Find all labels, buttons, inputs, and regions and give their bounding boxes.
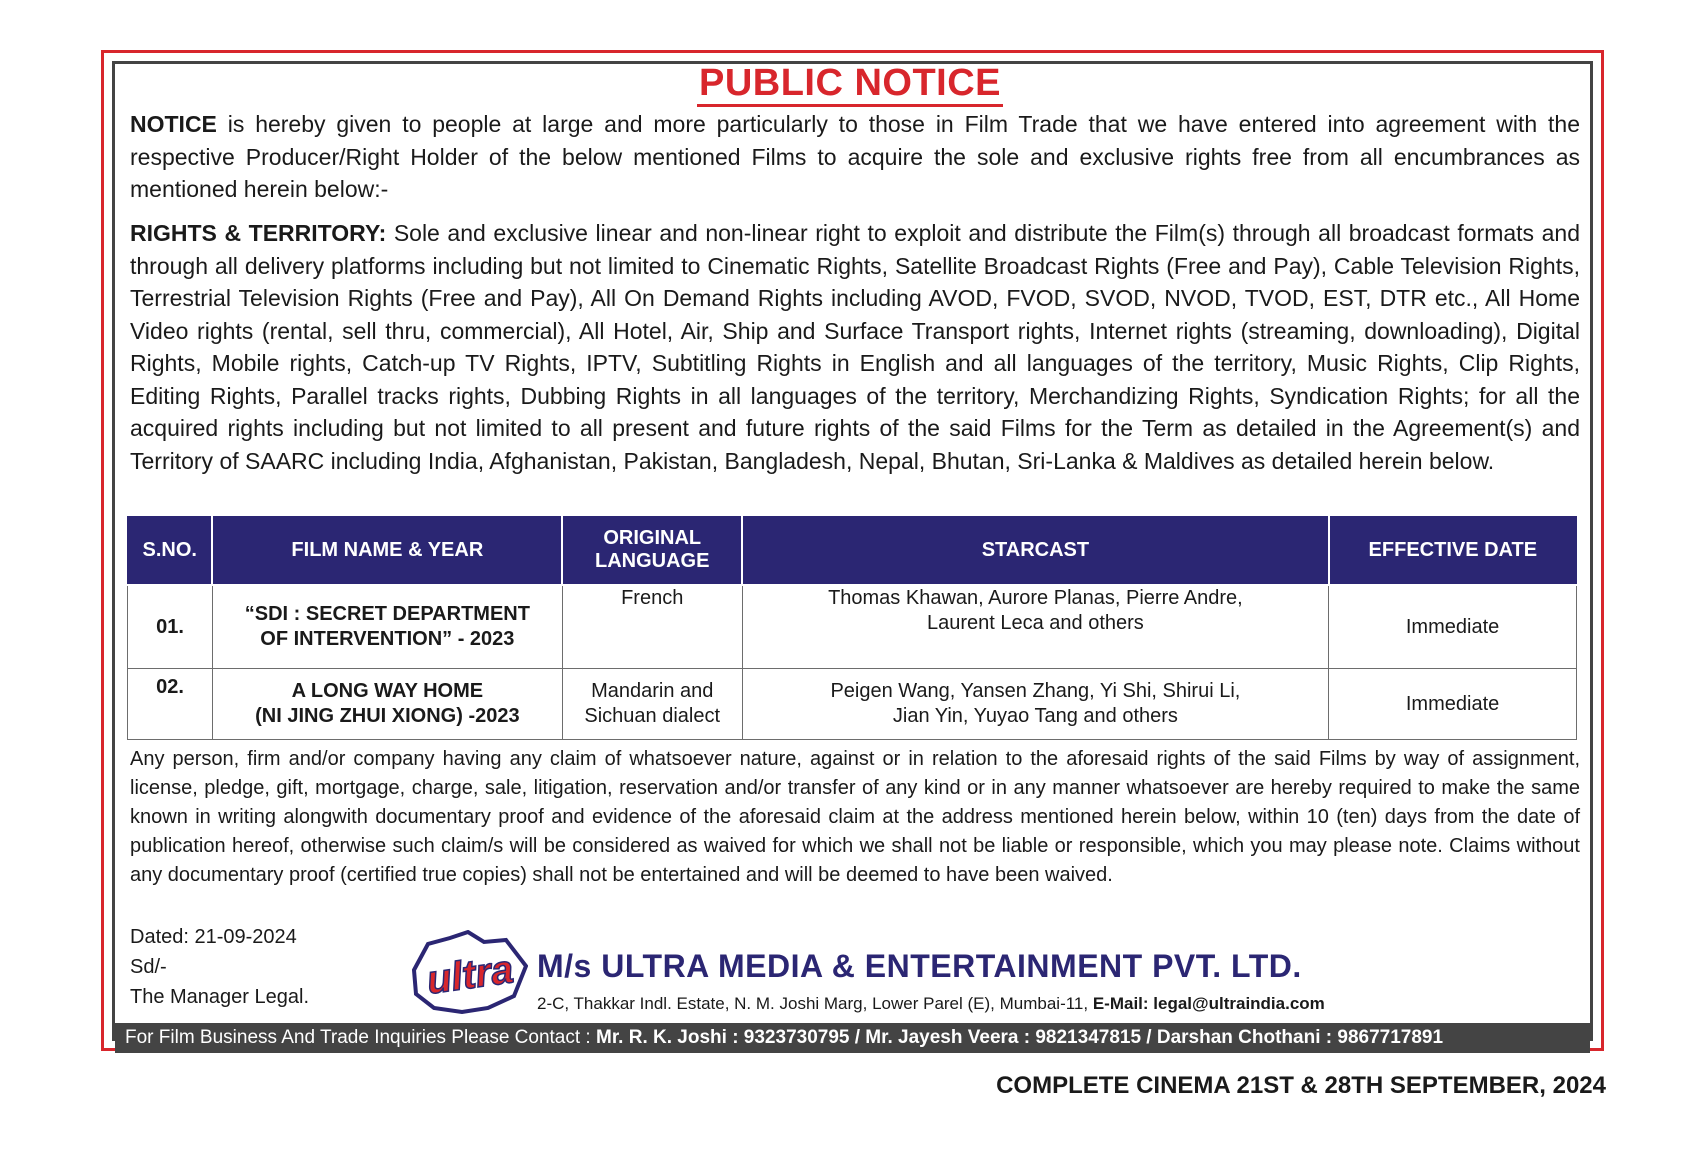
row-starcast-line2: Laurent Leca and others <box>926 612 1144 634</box>
address-text: 2-C, Thakkar Indl. Estate, N. M. Joshi Marg, Lower Parel (E), Mumbai-11, <box>537 994 1093 1013</box>
sd-line: Sd/- <box>130 956 167 978</box>
header-starcast: STARCAST <box>742 516 1328 585</box>
table-header-row <box>128 516 1577 585</box>
row-sno: 02. <box>128 669 213 740</box>
email-link[interactable]: E-Mail: legal@ultraindia.com <box>1092 994 1325 1013</box>
row-language <box>562 669 742 740</box>
row-sno: 01. <box>128 585 213 669</box>
header-language-line2: LANGUAGE <box>594 550 710 572</box>
row-starcast-line1: Peigen Wang, Yansen Zhang, Yi Shi, Shirui Li, <box>830 680 1241 702</box>
notice-title-text: PUBLIC NOTICE <box>697 62 1003 107</box>
header-film: FILM NAME & YEAR <box>212 516 562 585</box>
contact-numbers: Mr. R. K. Joshi : 9323730795 / Mr. Jayesh Veera : 9821347815 / Darshan Chothani : 9867717891 <box>596 1027 1444 1048</box>
row-film-line2: (NI JING ZHUI XIONG) -2023 <box>255 705 520 727</box>
claim-paragraph: Any person, firm and/or company having any claim of whatsoever nature, against or in relation to the aforesaid rights of the said Films by way of assignment, license, pledge, gift, mortgage, charge, sale, litigation, reservation and/or transfer of any kind or in any manner whatsoever are hereby required to make the same known in writing alongwith documentary proof and evidence of the aforesaid claim at the address mentioned herein below, within 10 (ten) days from the date of publication hereof, otherwise such claim/s will be considered as waived for which we shall not be liable or responsible, which you may please note. Claims without any documentary proof (certified true copies) shall not be entertained and will be deemed to have been waived. <box>130 748 1580 886</box>
row-language-line1: French <box>621 587 684 609</box>
header-date: EFFECTIVE DATE <box>1329 516 1577 585</box>
header-language <box>562 516 742 585</box>
header-language-line1: ORIGINAL <box>603 527 702 549</box>
row-date: Immediate <box>1329 669 1577 740</box>
table-row <box>128 585 1577 669</box>
ultra-logo <box>410 930 528 1014</box>
row-film-line1: A LONG WAY HOME <box>291 680 484 702</box>
dated-line: Dated: 21-09-2024 <box>130 926 297 948</box>
row-date: Immediate <box>1329 585 1577 669</box>
rights-paragraph <box>130 217 1580 477</box>
films-table <box>127 516 1577 740</box>
row-starcast <box>742 669 1328 740</box>
row-starcast <box>742 585 1328 669</box>
intro-paragraph <box>130 108 1580 206</box>
table-row <box>128 669 1577 740</box>
row-film-line1: “SDI : SECRET DEPARTMENT <box>244 603 530 625</box>
contact-bar <box>115 1023 1590 1053</box>
rights-text: Sole and exclusive linear and non-linear right to exploit and distribute the Film(s) through all broadcast formats and through all delivery platforms including but not limited to Cinematic Rights, Satellite Broadcast Rights (Free and Pay), Cable Television Rights, Terrestrial Television Rights (Free and Pay), All On Demand Rights including AVOD, FVOD, SVOD, NVOD, TVOD, EST, DTR etc., All Home Video rights (rental, sell thru, commercial), All Hotel, Air, Ship and Surface Transport rights, Internet rights (streaming, downloading), Digital Rights, Mobile rights, Catch-up TV Rights, IPTV, Subtitling Rights in English and all languages of the territory, Music Rights, Clip Rights, Editing Rights, Parallel tracks rights, Dubbing Rights in all languages of the territory, Merchandizing Rights, Syndication Rights; for all the acquired rights including but not limited to all present and future rights of the said Films for the Term as detailed in the Agreement(s) and Territory of SAARC including India, Afghanistan, Pakistan, Bangladesh, Nepal, Bhutan, Sri-Lanka & Maldives as detailed herein below. <box>130 220 1580 474</box>
logo-text: ultra <box>424 947 516 1003</box>
company-address <box>537 994 1325 1014</box>
row-language-line1: Mandarin and <box>591 680 714 702</box>
signatory-role: The Manager Legal. <box>130 986 310 1008</box>
row-language-line2: Sichuan dialect <box>584 705 721 727</box>
row-starcast-line1: Thomas Khawan, Aurore Planas, Pierre Andre, <box>828 587 1243 609</box>
header-sno: S.NO. <box>128 516 213 585</box>
row-film-line2: OF INTERVENTION” - 2023 <box>260 628 515 650</box>
company-name: M/s ULTRA MEDIA & ENTERTAINMENT PVT. LTD. <box>537 948 1302 984</box>
row-film <box>212 585 562 669</box>
notice-title <box>0 62 1700 105</box>
row-film <box>212 669 562 740</box>
intro-text: is hereby given to people at large and more particularly to those in Film Trade that we have entered into agreement with the respective Producer/Right Holder of the below mentioned Films to acquire the sole and exclusive rights free from all encumbrances as mentioned herein below:- <box>130 111 1580 202</box>
row-language <box>562 585 742 669</box>
publication-footer: COMPLETE CINEMA 21ST & 28TH SEPTEMBER, 2024 <box>996 1072 1606 1099</box>
row-starcast-line2: Jian Yin, Yuyao Tang and others <box>892 705 1178 727</box>
rights-lead: RIGHTS & TERRITORY: <box>130 220 387 246</box>
intro-lead: NOTICE <box>130 111 217 137</box>
contact-lead: For Film Business And Trade Inquiries Please Contact : <box>125 1027 596 1048</box>
